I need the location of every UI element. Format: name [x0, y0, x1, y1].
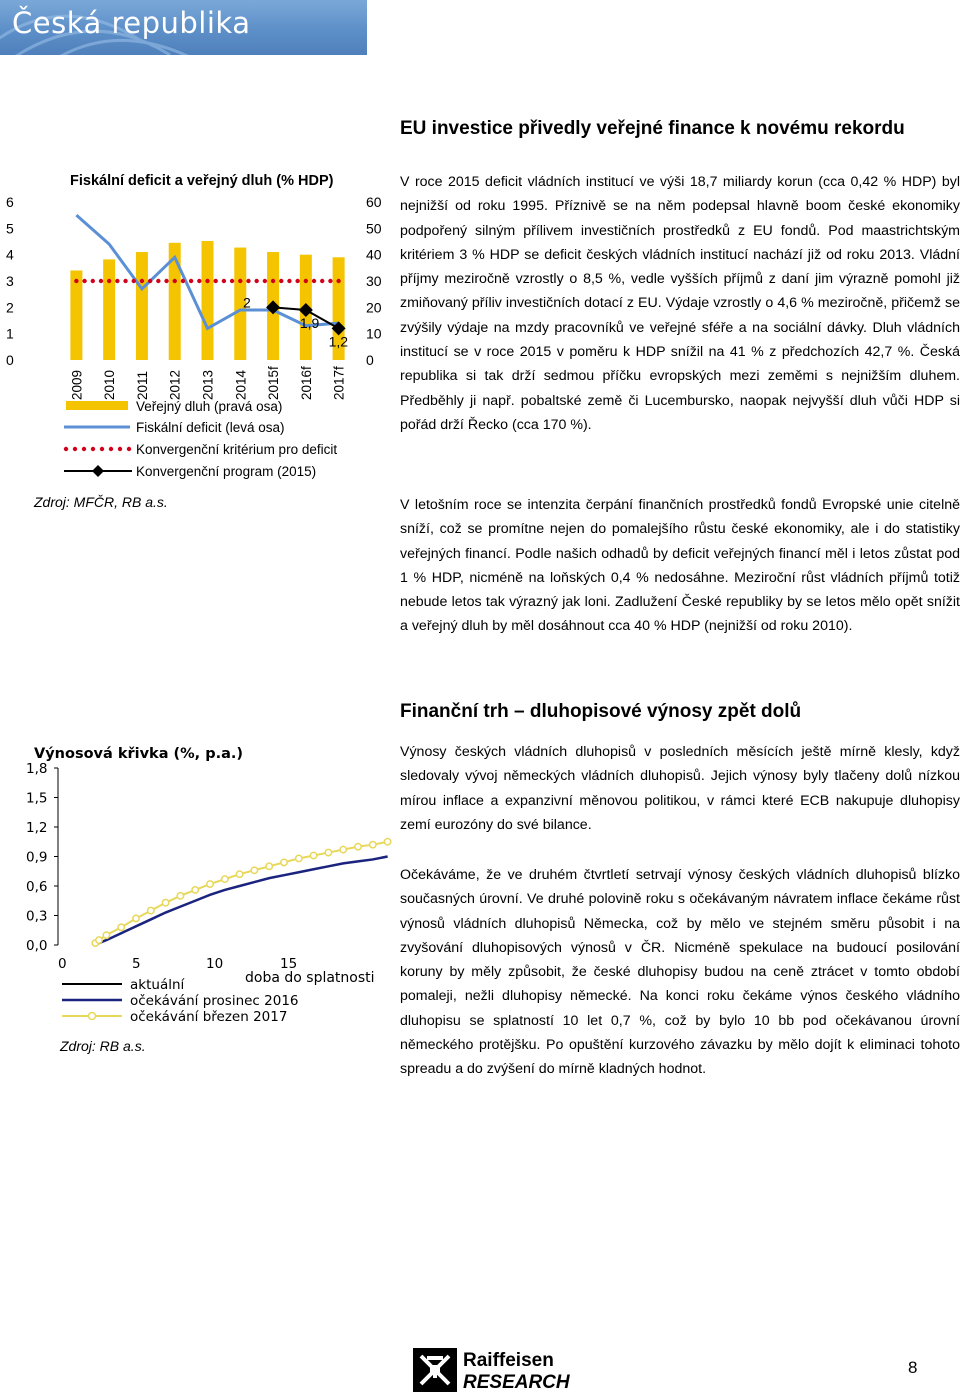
y-left-tick-label: 4: [6, 246, 14, 263]
yield-march-marker: [325, 849, 331, 855]
yield-march-marker: [222, 876, 228, 882]
y-right-tick-label: 20: [366, 299, 382, 316]
yield-y-tick-label: 0,9: [26, 849, 48, 866]
y-right-tick-label: 50: [366, 220, 382, 237]
x-category-label: 2012: [167, 369, 183, 400]
yield-legend-label: aktuální: [130, 977, 185, 993]
yield-legend-label: očekávání prosinec 2016: [130, 993, 299, 1009]
yield-line-december: [95, 857, 387, 946]
yield-march-marker: [355, 843, 361, 849]
yield-march-marker: [177, 893, 183, 899]
program-data-label: 1,9: [299, 314, 320, 331]
x-category-label: 2017f: [331, 366, 347, 400]
yield-march-marker: [96, 937, 102, 943]
legend-label: Veřejný dluh (pravá osa): [136, 399, 283, 414]
logo-line-2: RESEARCH: [463, 1372, 570, 1392]
x-category-label: 2016f: [298, 366, 314, 400]
x-category-label: 2010: [102, 369, 118, 400]
yield-x-tick-label: 0: [58, 956, 67, 972]
yield-march-marker: [384, 839, 390, 845]
yield-x-tick-label: 5: [132, 956, 141, 972]
program-data-label: 2: [243, 294, 251, 311]
x-category-label: 2013: [200, 369, 216, 400]
paragraph-deficit-2015: V roce 2015 deficit vládních institucí ve výši 18,7 miliardy korun (cca 0,42 % HDP) byl nejnižší od roku 1995. Příznivě se na něm podepsal hlavně boom české ekonomiky podpořený silným přílivem investičních prostředků z EU fondů. Pod maastrichtským kritériem 3 % HDP se deficit českých vládních institucí nachází již od roku 2013. Vládní příjmy meziročně vzrostly o 8,5 %, vedle vyšších příjmů z daní jim výrazně pomohl již zmiňovaný příliv investičních dotací z EU. Výdaje vzrostly o 4,6 % meziročně, přičemž se zvýšily výdaje na mzdy pracovníků ve veřejné sféře a na sociální dávky. Dluh vládních institucí se v roce 2015 v poměru k HDP snížil na 41 % z předchozích 42,7 %. Česká republika si tak drží sedmou příčku evropských mezi zeměmi s nejnižším dluhem. Předběhly ji např. pobaltské země či Lucembursko, naopak nejvyšší dluh vůči HDP si pořád drží Řecko (cca 170 %).: [400, 174, 960, 433]
legend-label: Konvergenční program (2015): [136, 464, 317, 479]
section-title-public-finance: EU investice přivedly veřejné finance k novému rekordu: [400, 118, 905, 139]
legend-march-marker: [89, 1013, 96, 1020]
yield-march-marker: [310, 852, 316, 858]
banner-title: Česká republika: [12, 6, 251, 40]
paragraph-bond-outlook: Očekáváme, že ve druhém čtvrtletí setrvají výnosy českých vládních dluhopisů blízko současných úrovní. Ve druhé polovině roku s očekávaným návratem inflace čekáme růst výnosů vládních dluhopisů Německa, což by mělo ve stejném směru působit i na zvyšování dluhopisových výnosů v ČR. Nicméně spekulace na budoucí posilování koruny by měly způsobit, že české dluhopisy budou na ceně ztrácet v tomto období pomaleji, nežli dluhopisy německé. Na konci roku čekáme výnos českého vládního dluhopisu se splatností 10 let 0,7 %, což by bylo 10 bb pod očekávanou úrovní německého protějšku. Po opuštění kurzového závazku by mělo dojít k eliminaci tohoto spreadu a do zvýšení do mírně kladných hodnot.: [400, 867, 960, 1078]
program-data-label: 1,2: [328, 333, 349, 350]
yield-chart-x-label: doba do splatnosti: [245, 970, 375, 986]
yield-march-marker: [148, 907, 154, 913]
legend-label: Fiskální deficit (levá osa): [136, 420, 285, 435]
y-right-tick-label: 60: [366, 194, 382, 210]
yield-march-marker: [192, 887, 198, 893]
yield-y-tick-label: 1,8: [26, 761, 48, 777]
yield-chart-source: Zdroj: RB a.s.: [60, 1038, 146, 1054]
y-right-tick-label: 30: [366, 273, 382, 289]
yield-x-tick-label: 15: [280, 956, 298, 972]
yield-march-marker: [251, 867, 257, 873]
yield-march-marker: [281, 859, 287, 865]
page-number: 8: [908, 1358, 918, 1377]
paragraph-bond-yields: Výnosy českých vládních dluhopisů v posledních měsících ještě mírně klesly, když sledovaly vývoj německých vládních dluhopisů. Jejich výnosy byly tlačeny dolů nízkou mírou inflace a expanzivní měnovou politikou, v rámci které ECB nakupuje dluhopisy zemí eurozóny do své bilance.: [400, 744, 960, 833]
yield-march-marker: [370, 842, 376, 848]
yield-legend-label: očekávání březen 2017: [130, 1009, 288, 1025]
yield-march-marker: [266, 863, 272, 869]
yield-y-tick-label: 1,5: [26, 790, 48, 807]
y-left-tick-label: 5: [6, 220, 14, 237]
y-left-tick-label: 1: [6, 325, 14, 342]
yield-march-marker: [162, 900, 168, 906]
yield-march-marker: [103, 932, 109, 938]
yield-march-marker: [207, 881, 213, 887]
y-right-tick-label: 10: [366, 325, 382, 342]
x-category-label: 2009: [69, 369, 85, 400]
x-category-label: 2011: [134, 370, 150, 400]
yield-march-marker: [340, 846, 346, 852]
yield-curve-chart: [0, 0, 400, 1393]
fiscal-chart-title: Fiskální deficit a veřejný dluh (% HDP): [70, 173, 334, 189]
logo-line-1: Raiffeisen: [463, 1350, 554, 1371]
yield-march-marker: [118, 924, 124, 930]
yield-x-tick-label: 10: [206, 956, 224, 972]
x-category-label: 2014: [233, 369, 249, 400]
yield-march-marker: [296, 855, 302, 861]
yield-y-tick-label: 0,3: [26, 908, 48, 925]
y-right-tick-label: 40: [366, 246, 382, 263]
fiscal-chart-source: Zdroj: MFČR, RB a.s.: [34, 494, 168, 510]
section-title-financial-market: Finanční trh – dluhopisové výnosy zpět dolů: [400, 701, 802, 722]
legend-label: Konvergenční kritérium pro deficit: [136, 442, 338, 457]
y-right-tick-label: 0: [366, 352, 374, 368]
x-category-label: 2015f: [266, 366, 282, 400]
y-left-tick-label: 0: [6, 352, 14, 368]
raiffeisen-research-logo: [413, 1348, 583, 1392]
yield-line-march: [95, 842, 387, 943]
y-left-tick-label: 6: [6, 194, 14, 210]
y-left-tick-label: 3: [6, 273, 14, 289]
yield-march-marker: [236, 871, 242, 877]
yield-march-marker: [133, 915, 139, 921]
yield-chart-title: Výnosová křivka (%, p.a.): [34, 746, 244, 762]
y-left-tick-label: 2: [6, 299, 14, 316]
paragraph-outlook: V letošním roce se intenzita čerpání finančních prostředků fondů Evropské unie citelně sníží, což se promítne nejen do pomalejšího růstu české ekonomiky, ale i do statistiky veřejných financí. Podle našich odhadů by deficit veřejných financí měl i letos zůstat pod 1 % HDP, nicméně na loňských 0,4 % nedosáhne. Meziroční růst vládních příjmů totiž nebude letos tak výrazný jak loni. Zadlužení České republiky by se letos mělo opět snížit a veřejný dluh by měl dosáhnout cca 40 % HDP (nejnižší od roku 2010).: [400, 497, 960, 635]
yield-y-tick-label: 0,0: [26, 938, 48, 954]
yield-y-tick-label: 1,2: [26, 820, 48, 836]
yield-y-tick-label: 0,6: [26, 879, 48, 895]
